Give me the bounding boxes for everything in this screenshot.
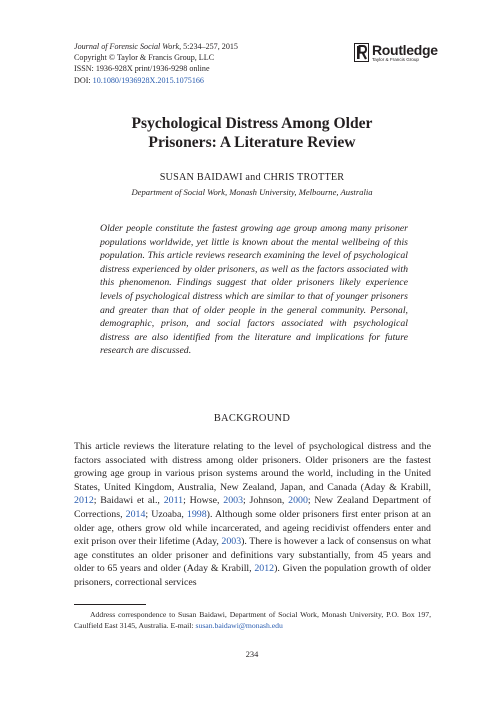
body-text-segment: ). Given the population growth of older prisoners, correctional services: [74, 563, 432, 588]
body-text-segment: This article reviews the literature relating to the level of psychological distress and the factors associated with distress among older prisoners. Older prisoners are the fastest growing age group in various prison systems around the world, including in the United States, United Kingdom, Australia, New Zealand, Japan, and Canada (Aday & Krabill,: [74, 441, 431, 493]
correspondence-footnote: [74, 609, 431, 631]
body-text-segment: ; New Zealand Department of Corrections,: [74, 495, 432, 520]
journal-citation: [74, 41, 238, 52]
section-heading: BACKGROUND: [213, 413, 291, 424]
email-link[interactable]: susan.baidawi@monash.edu: [195, 621, 283, 630]
publisher-group: Taylor & Francis Group: [372, 57, 419, 62]
footnote-divider: [74, 604, 146, 605]
doi-link[interactable]: 10.1080/1936928X.2015.1075166: [92, 75, 204, 85]
citation-link[interactable]: 2012: [74, 495, 94, 507]
body-text-segment: ; Baidawi et al.,: [93, 495, 164, 507]
journal-title: Journal of Forensic Social Work: [74, 42, 180, 51]
routledge-logo-icon: [354, 43, 369, 62]
citation-link[interactable]: 2003: [221, 536, 242, 548]
footnote-text: Address correspondence to Susan Baidawi, Department of Social Work, Monash University, P.O. Box 197, Caulfield East 3145, Australia. E-mail:: [74, 610, 431, 630]
citation-link[interactable]: 1998: [186, 508, 207, 520]
citation-link[interactable]: 2000: [288, 495, 308, 507]
publisher-logo: [354, 42, 438, 64]
paper-title: [60, 114, 444, 152]
body-text-segment: ; Johnson,: [243, 495, 289, 507]
paper-title-line2: Prisoners: A Literature Review: [148, 134, 356, 151]
paper-title-line1: Psychological Distress Among Older: [131, 115, 373, 132]
abstract: Older people constitute the fastest growing age group among many prisoner populations worldwide, yet little is known about the mental wellbeing of this population. This article reviews research examining the level of psychological distress experienced by older prisoners, as well as the factors associated with this phenomenon. Findings suggest that older prisoners likely experience levels of psychological distress which are similar to that of younger prisoners and greater than that of older people in the general community. Personal, demographic, prison, and social factors associated with psychological distress are also identified from the literature and implications for future research are discussed.: [100, 223, 408, 357]
affiliation: Department of Social Work, Monash University, Melbourne, Australia: [131, 187, 373, 197]
citation-link[interactable]: 2012: [254, 563, 275, 575]
body-text-segment: ; Uzoaba,: [145, 508, 187, 520]
page-number: 234: [245, 650, 259, 659]
body-text-segment: ). There is however a lack of consensus on what age constitutes an older prisoner and definitions vary substantially, from 45 years and older to 65 years and older (Aday & Krabill,: [74, 536, 432, 575]
citation-link[interactable]: 2003: [223, 495, 244, 507]
citation-link[interactable]: 2014: [125, 508, 146, 520]
body-text-segment: ). Although some older prisoners first enter prison at an older age, others grow old while incarcerated, and ageing recidivist offenders enter and exit prison over their lifetime (Aday,: [74, 508, 431, 548]
citation-link[interactable]: 2011: [163, 495, 184, 507]
doi-label: DOI:: [74, 75, 93, 85]
body-text-segment: ; Howse,: [183, 495, 224, 507]
publisher-name: Routledge: [372, 42, 438, 58]
issn-line: ISSN: 1936-928X print/1936-9298 online: [74, 64, 210, 74]
body-paragraph: [74, 440, 431, 590]
copyright-line: Copyright © Taylor & Francis Group, LLC: [74, 53, 215, 63]
authors: SUSAN BAIDAWI and CHRIS TROTTER: [159, 172, 345, 183]
journal-citation-block: [74, 41, 238, 86]
journal-volume-pages: , 5:234–257, 2015: [179, 42, 238, 51]
doi-line: [74, 75, 238, 86]
